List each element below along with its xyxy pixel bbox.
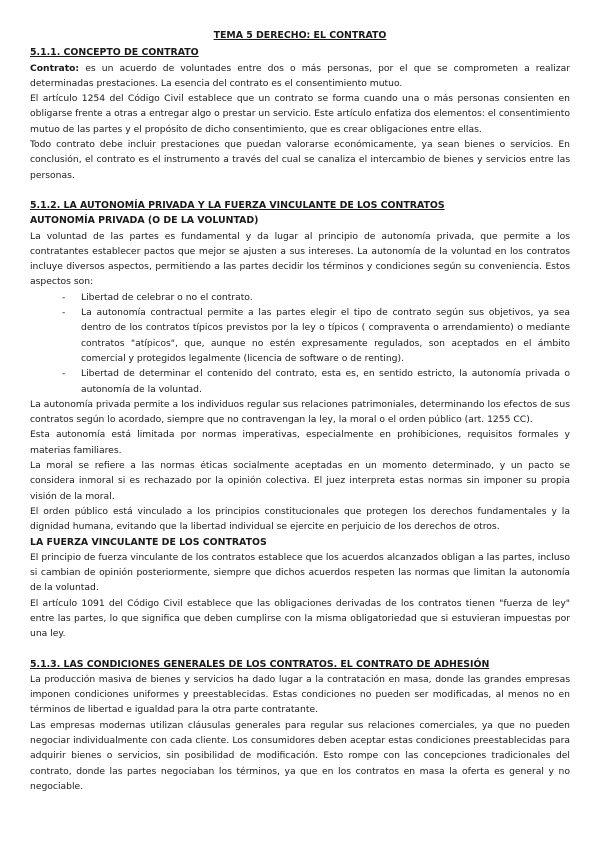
paragraph: El orden público está vinculado a los principios constitucionales que protegen los derechos fundamentales y la dignidad humana, evitando que la libertad individual se ejercite en perjuicio de los derechos de otros. <box>30 505 570 533</box>
paragraph: El artículo 1254 del Código Civil establece que un contrato se forma cuando una o más personas consienten en obligarse frente a otras a entregar algo o prestar un servicio. Este artículo enfatiza dos elementos: el consentimiento mutuo de las partes y el propósito de dicho consentimiento, que es crear obligaciones entre ellas. <box>30 93 570 135</box>
section-heading-5-1-3: 5.1.3. LAS CONDICIONES GENERALES DE LOS CONTRATOS. EL CONTRATO DE ADHESIÓN <box>30 658 490 670</box>
list-item: - La autonomía contractual permite a las partes elegir el tipo de contrato según sus objetivos, ya sea dentro de los contratos típicos previstos por la ley o típicos ( compraventa o arrendamiento) o mediante contratos "atípicos", que, aunque no estén expresamente regulados, son aceptados en el ámbito comercial y protegidos legalmente (licencia de software o de renting). <box>62 305 570 366</box>
term-label: Contrato: <box>30 62 80 74</box>
subheading-autonomia: AUTONOMÍA PRIVADA (O DE LA VOLUNTAD) <box>30 215 259 227</box>
list-item: - Libertad de determinar el contenido del contrato, esta es, en sentido estricto, la autonomía privada o autonomía de la voluntad. <box>62 366 570 397</box>
paragraph: La autonomía privada permite a los individuos regular sus relaciones patrimoniales, determinando los efectos de sus contratos según lo acordado, siempre que no contravengan la ley, la moral o el orden público (art. 1255 CC). <box>30 398 570 426</box>
paragraph: La moral se refiere a las normas éticas socialmente aceptadas en un momento determinado, y un pacto se considera inmoral si es rechazado por la opinión colectiva. El juez interpreta estas normas sin imponer su propia visión de la moral. <box>30 460 570 502</box>
paragraph: La voluntad de las partes es fundamental y da lugar al principio de autonomía privada, que permite a los contratantes establecer pactos que mejor se ajusten a sus intereses. La autonomía de la voluntad en los contratos incluye diversos aspectos, permitiendo a las partes decidir los términos y condiciones según su conveniencia. Estos aspectos son: <box>30 230 570 288</box>
paragraph: El principio de fuerza vinculante de los contratos establece que los acuerdos alcanzados obligan a las partes, incluso si cambian de opinión posteriormente, siempre que dichos acuerdos respeten las normas que limitan la autonomía de la voluntad. <box>30 551 570 594</box>
paragraph: Esta autonomía está limitada por normas imperativas, especialmente en prohibiciones, requisitos formales y materias familiares. <box>30 429 570 456</box>
spacer <box>30 642 570 657</box>
bullet-list <box>30 290 570 397</box>
section-heading-5-1-1: 5.1.1. CONCEPTO DE CONTRATO <box>30 47 199 59</box>
paragraph: El artículo 1091 del Código Civil establece que las obligaciones derivadas de los contratos tienen "fuerza de ley" entre las partes, lo que significa que deben cumplirse con la misma obligatoriedad que si estuvieran impuestas por una ley. <box>30 597 570 640</box>
paragraph: Las empresas modernas utilizan cláusulas generales para regular sus relaciones comerciales, ya que no pueden negociar individualmente con cada cliente. Los consumidores deben aceptar estas condiciones preestablecidas para adquirir bienes o servicios, sin posibilidad de modificación. Esto rompe con las concepciones tradicionales del contrato, donde las partes negociaban los términos, ya que en los contratos en masa la oferta es general y no negociable. <box>30 719 570 792</box>
paragraph: Contrato: es un acuerdo de voluntades entre dos o más personas, por el que se comprometen a realizar determinadas prestaciones. La esencia del contrato es el consentimiento mutuo. <box>30 62 570 89</box>
paragraph: La producción masiva de bienes y servicios ha dado lugar a la contratación en masa, donde las grandes empresas imponen condiciones uniformes y preestablecidas. Estas condiciones no pueden ser modificadas, al menos no en términos de libertad e igualdad para la otra parte contratante. <box>30 673 570 716</box>
paragraph: Todo contrato debe incluir prestaciones que puedan valorarse económicamente, ya sean bienes o servicios. En conclusión, el contrato es el instrumento a través del cual se canaliza el intercambio de bienes y servicios entre las personas. <box>30 139 570 181</box>
document-title: TEMA 5 DERECHO: EL CONTRATO <box>213 30 387 41</box>
subheading-fuerza-vinculante: LA FUERZA VINCULANTE DE LOS CONTRATOS <box>30 536 267 548</box>
spacer <box>30 183 570 198</box>
list-item: - Libertad de celebrar o no el contrato. <box>62 290 570 305</box>
section-heading-5-1-2: 5.1.2. LA AUTONOMÍA PRIVADA Y LA FUERZA VINCULANTE DE LOS CONTRATOS <box>30 199 445 211</box>
